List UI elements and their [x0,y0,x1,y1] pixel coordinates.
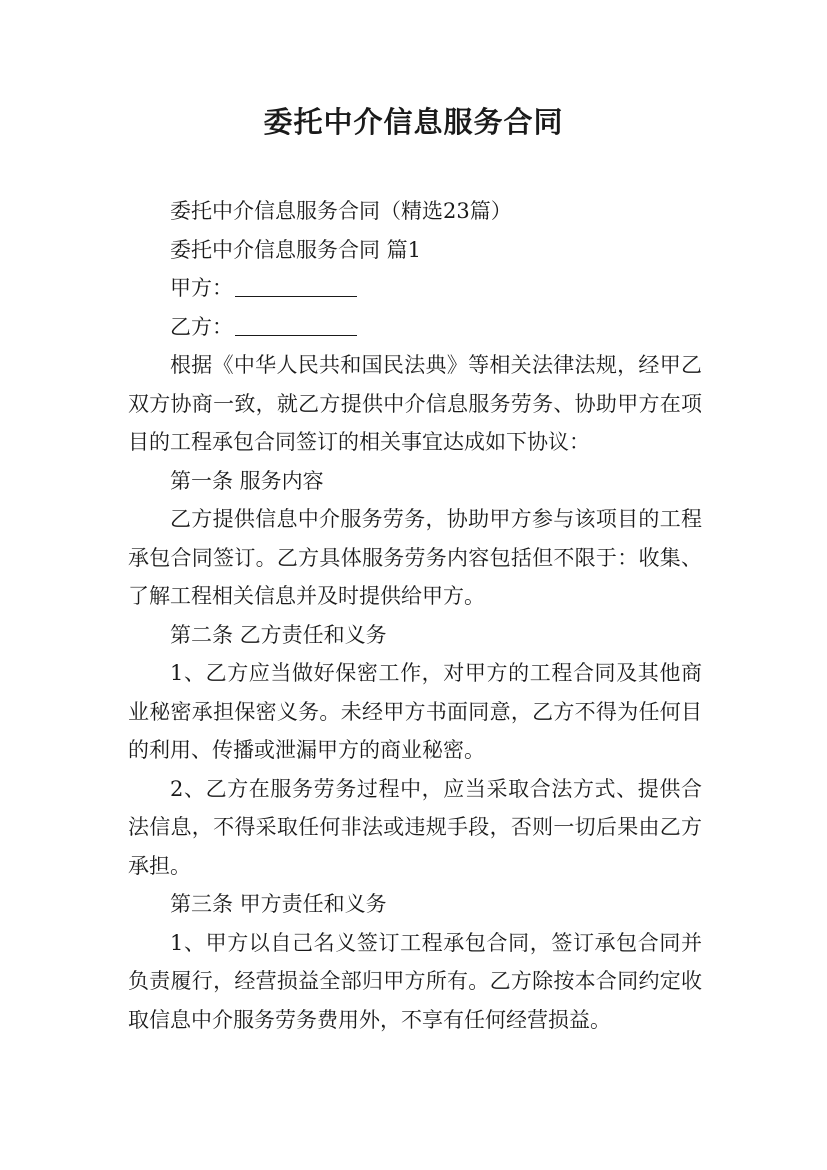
article-2-clause-1: 1、乙方应当做好保密工作，对甲方的工程合同及其他商业秘密承担保密义务。未经甲方书面同意，乙方不得为任何目的利用、传播或泄漏甲方的商业秘密。 [128,661,702,762]
article-3-clause-1: 1、甲方以自己名义签订工程承包合同，签订承包合同并负责履行，经营损益全部归甲方所有。乙方除按本合同约定收取信息中介服务劳务费用外，不享有任何经营损益。 [128,930,702,1032]
article-2-heading: 第二条 乙方责任和义务 [170,622,387,647]
party-a-line [128,269,702,308]
party-b-line [128,308,702,347]
section-heading: 委托中介信息服务合同 篇1 [170,237,422,262]
article-1-heading: 第一条 服务内容 [170,468,324,493]
party-a-blank [235,274,357,297]
document-body [128,192,702,1039]
document-subtitle: 委托中介信息服务合同（精选23篇） [170,199,512,223]
article-2-clause-2: 2、乙方在服务劳务过程中，应当采取合法方式、提供合法信息，不得采取任何非法或违规手段，否则一切后果由乙方承担。 [128,776,702,878]
article-1-body: 乙方提供信息中介服务劳务，协助甲方参与该项目的工程承包合同签订。乙方具体服务劳务内容包括但不限于：收集、了解工程相关信息并及时提供给甲方。 [128,507,702,608]
document-title: 委托中介信息服务合同 [263,105,564,139]
paragraph-preamble: 根据《中华人民共和国民法典》等相关法律法规，经甲乙双方协商一致，就乙方提供中介信息服务劳务、协助甲方在项目的工程承包合同签订的相关事宜达成如下协议： [128,353,702,454]
article-3-heading: 第三条 甲方责任和义务 [170,892,387,916]
party-a-label: 甲方： [170,276,233,300]
party-b-label: 乙方： [170,314,233,339]
party-b-blank [235,313,357,336]
